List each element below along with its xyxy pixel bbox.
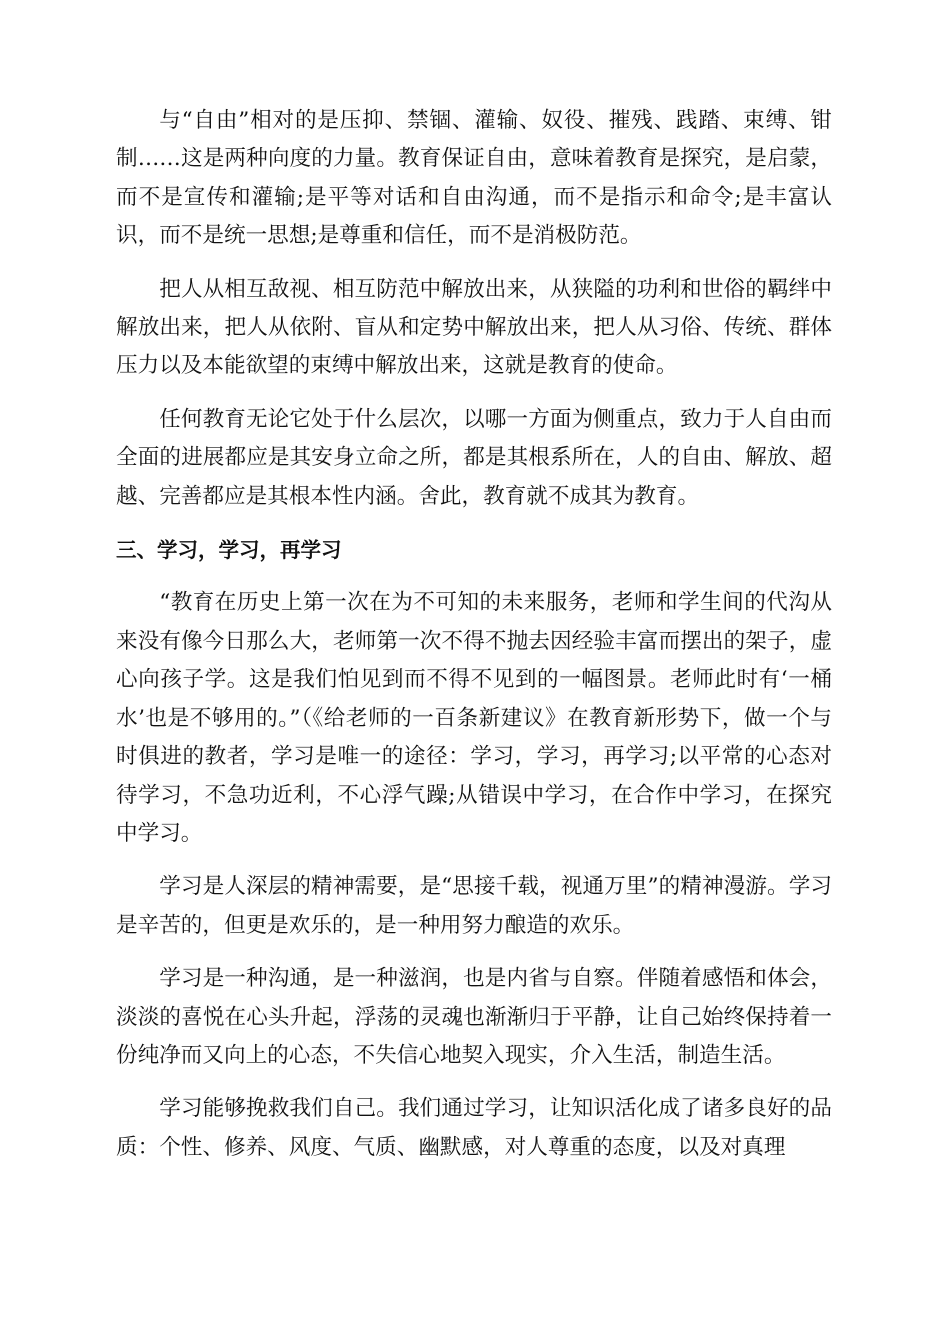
paragraph-liberation-mission: 把人从相互敌视、相互防范中解放出来，从狭隘的功利和世俗的羁绊中解放出来，把人从依附、盲从和定势中解放出来，把人从习俗、传统、群体压力以及本能欲望的束缚中解放出来，这就是教育的使命。 bbox=[116, 276, 832, 379]
paragraph-freedom-opposites: 与“自由”相对的是压抑、禁锢、灌输、奴役、摧残、践踏、束缚、钳制……这是两种向度的力量。教育保证自由，意味着教育是探究，是启蒙，而不是宣传和灌输;是平等对话和自由沟通，而不是指示和命令;是丰富认识，而不是统一思想;是尊重和信任，而不是消极防范。 bbox=[116, 108, 832, 249]
paragraph-education-essence: 任何教育无论它处于什么层次，以哪一方面为侧重点，致力于人自由而全面的进展都应是其安身立命之所，都是其根系所在，人的自由、解放、超越、完善都应是其根本性内涵。舍此，教育就不成其为教育。 bbox=[116, 406, 832, 509]
section-heading: 三、学习，学习，再学习 bbox=[116, 538, 342, 563]
paragraph-quote-learning: “教育在历史上第一次在为不可知的未来服务，老师和学生间的代沟从来没有像今日那么大，老师第一次不得不抛去因经验丰富而摆出的架子，虚心向孩子学。这是我们怕见到而不得不见到的一幅图景。老师此时有‘一桶水’也是不够用的。”（《给老师的一百条新建议》在教育新形势下，做一个与时俱进的教者，学习是唯一的途径：学习，学习，再学习;以平常的心态对待学习，不急功近利，不心浮气躁;从错误中学习，在合作中学习，在探究中学习。 bbox=[116, 590, 832, 846]
paragraph-learning-joy: 学习是人深层的精神需要，是“思接千载，视通万里”的精神漫游。学习是辛苦的，但更是欢乐的，是一种用努力酿造的欢乐。 bbox=[116, 874, 832, 938]
paragraph-learning-saves: 学习能够挽救我们自己。我们通过学习，让知识活化成了诸多良好的品质：个性、修养、风度、气质、幽默感，对人尊重的态度，以及对真理 bbox=[116, 1096, 832, 1160]
document-page bbox=[116, 102, 832, 1182]
paragraph-learning-communication: 学习是一种沟通，是一种滋润，也是内省与自察。伴随着感悟和体会，淡淡的喜悦在心头升起，浮荡的灵魂也渐渐归于平静，让自己始终保持着一份纯净而又向上的心态，不失信心地契入现实，介入生活，制造生活。 bbox=[116, 966, 832, 1068]
